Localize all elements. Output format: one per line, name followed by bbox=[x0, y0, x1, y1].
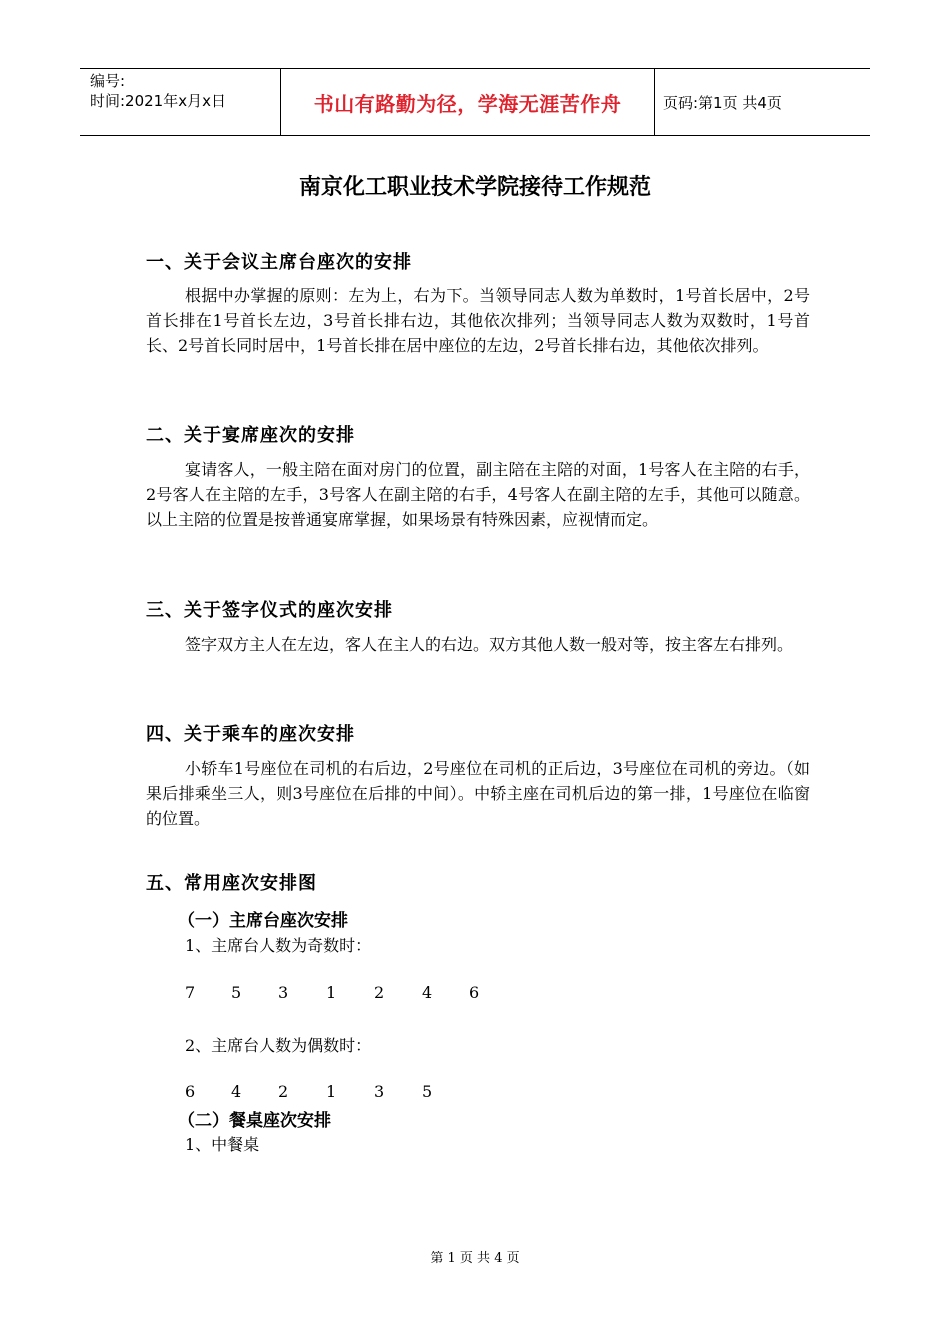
section-body-2: 宴请客人，一般主陪在面对房门的位置，副主陪在主陪的对面，1号客人在主陪的右手，2号客人在主陪的左手，3号客人在副主陪的右手，4号客人在副主陪的左手，其他可以随意。以上主陪的位置是按普通宴席掌握，如果场景有特殊因素，应视情而定。 bbox=[146, 460, 810, 529]
seat-number: 2 bbox=[374, 983, 385, 1002]
subsection-heading-podium: （一）主席台座次安排 bbox=[178, 911, 348, 931]
seat-number: 6 bbox=[469, 983, 480, 1002]
seat-number: 4 bbox=[422, 983, 433, 1002]
header-motto: 书山有路勤为径，学海无涯苦作舟 bbox=[280, 69, 655, 135]
podium-odd-label: 1、主席台人数为奇数时： bbox=[185, 936, 372, 955]
section-heading-5: 五、常用座次安排图 bbox=[146, 873, 317, 894]
seat-number: 6 bbox=[185, 1082, 196, 1101]
seat-number: 3 bbox=[278, 983, 289, 1002]
section-heading-3: 三、关于签字仪式的座次安排 bbox=[146, 600, 393, 621]
seat-number: 1 bbox=[326, 983, 337, 1002]
dining-item-1: 1、中餐桌 bbox=[185, 1135, 260, 1154]
section-body-4: 小轿车1号座位在司机的右后边，2号座位在司机的正后边，3号座位在司机的旁边。（如果后排乘坐三人，则3号座位在后排的中间）。中轿主座在司机后边的第一排，1号座位在临窗的位置。 bbox=[146, 759, 810, 828]
document-title: 南京化工职业技术学院接待工作规范 bbox=[298, 175, 651, 200]
subsection-heading-dining: （二）餐桌座次安排 bbox=[178, 1111, 331, 1131]
section-heading-1: 一、关于会议主席台座次的安排 bbox=[146, 252, 412, 273]
page-footer: 第 1 页 共 4 页 bbox=[430, 1251, 520, 1266]
header-page-number: 页码:第1页 共4页 bbox=[663, 93, 782, 112]
seat-number: 7 bbox=[185, 983, 196, 1002]
podium-even-label: 2、主席台人数为偶数时： bbox=[185, 1036, 372, 1055]
header-number: 编号: bbox=[90, 72, 126, 90]
seat-number: 2 bbox=[278, 1082, 289, 1101]
seat-number: 4 bbox=[231, 1082, 242, 1101]
section-body-1: 根据中办掌握的原则：左为上，右为下。当领导同志人数为单数时，1号首长居中，2号首长排在1号首长左边，3号首长排右边，其他依次排列；当领导同志人数为双数时，1号首长、2号首长同时居中，1号首长排在居中座位的左边，2号首长排右边，其他依次排列。 bbox=[146, 286, 810, 355]
seat-number: 1 bbox=[326, 1082, 337, 1101]
header-time: 时间:2021年x月x日 bbox=[90, 92, 226, 110]
section-body-3: 签字双方主人在左边，客人在主人的右边。双方其他人数一般对等，按主客左右排列。 bbox=[185, 635, 794, 654]
section-heading-2: 二、关于宴席座次的安排 bbox=[146, 425, 355, 446]
section-heading-4: 四、关于乘车的座次安排 bbox=[146, 724, 355, 745]
seat-number: 5 bbox=[231, 983, 242, 1002]
seat-number: 5 bbox=[422, 1082, 433, 1101]
document-header bbox=[80, 68, 870, 136]
seat-number: 3 bbox=[374, 1082, 385, 1101]
header-meta bbox=[80, 69, 280, 135]
